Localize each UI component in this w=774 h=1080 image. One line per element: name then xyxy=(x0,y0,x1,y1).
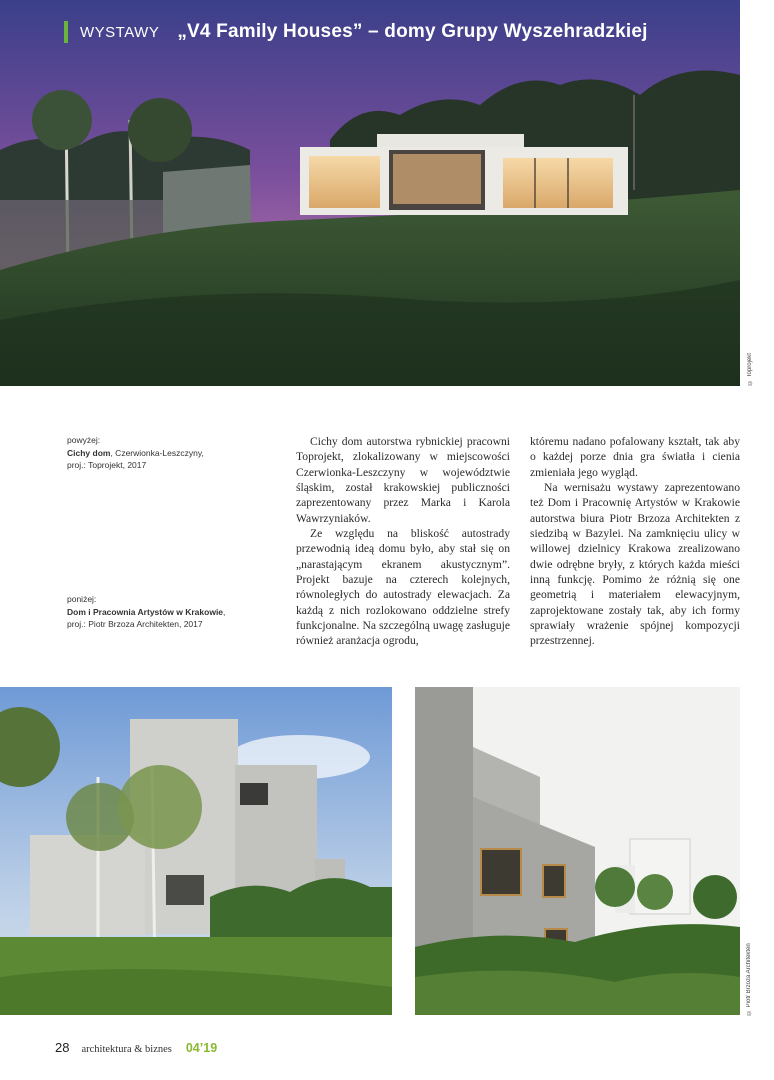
caption-above-credit: proj.: Toprojekt, 2017 xyxy=(67,460,147,470)
hero-photo xyxy=(0,0,740,386)
article-header xyxy=(64,18,648,46)
caption-below-title-suffix: , xyxy=(223,606,226,617)
article-column-2 xyxy=(530,434,740,649)
photo-left-credit: © Piotr Brzoza Architekten xyxy=(395,943,401,1015)
article-paragraph: Cichy dom autorstwa rybnickiej pracowni Toprojekt, zlokalizowany w miejscowości Czerwionka-Leszczyny w województwie śląskim, został krakowskiej publiczności zaprezentowany przez Marka i Karola Wawrzyniaków. xyxy=(296,435,510,525)
photo-left-illustration xyxy=(0,687,392,1015)
article-column-1 xyxy=(296,434,510,649)
article-paragraph: Ze względu na bliskość autostrady przewodnią ideą domu było, aby stał się on „narastającym ekranem akustycznym”. Projekt bazuje na czterech kolejnych, równoległych do autostrady elewacjach. Za każdą z nich rozlokowano oddzielne strefy funkcjonalne. Na szczególną uwagę zasługuje również aranżacja ogrodu, xyxy=(296,527,510,648)
section-label: WYSTAWY xyxy=(80,23,160,41)
hero-photo-credit: © Toprojekt xyxy=(747,353,753,385)
caption-above-title: Cichy dom xyxy=(67,447,111,458)
caption-below-credit: proj.: Piotr Brzoza Architekten, 2017 xyxy=(67,619,203,629)
photo-right xyxy=(415,687,740,1015)
page-number: 28 xyxy=(55,1040,70,1055)
caption-below xyxy=(67,593,247,631)
photo-left xyxy=(0,687,392,1015)
article-paragraph: któremu nadano pofalowany kształt, tak aby o każdej porze dnia gra światła i cienia zmieniała jego wygląd. xyxy=(530,435,740,479)
caption-below-label: poniżej: xyxy=(67,594,97,604)
article-title: „V4 Family Houses” – domy Grupy Wyszehradzkiej xyxy=(177,21,648,42)
caption-below-title: Dom i Pracownia Artystów w Krakowie xyxy=(67,606,224,617)
article-paragraph: Na wernisażu wystawy zaprezentowano też Dom i Pracownię Artystów w Krakowie autorstwa biura Piotr Brzoza Architekten z siedzibą w Bazylei. Na zamknięciu ulicy w willowej dzielnicy Krakowa zrealizowano dwie odrębne bryły, z których każda mieści inną funkcję. Pomimo że różnią się one geometrią i materiałem elewacyjnym, zaprojektowane zostały tak, aby ich formy sprawiały wrażenie spójnej kompozycji przestrzennej. xyxy=(530,481,740,648)
caption-above-label: powyżej: xyxy=(67,435,101,445)
publication-name: architektura & biznes xyxy=(81,1044,172,1055)
page-footer xyxy=(55,1040,217,1058)
issue-number: 04’19 xyxy=(185,1041,218,1055)
photo-right-illustration xyxy=(415,687,740,1015)
caption-above xyxy=(67,434,247,472)
photo-right-credit: © Piotr Brzoza Architekten xyxy=(746,943,752,1015)
section-marker xyxy=(64,21,68,43)
caption-above-location: , Czerwionka-Leszczyny, xyxy=(110,447,204,458)
hero-photo-illustration xyxy=(0,0,740,386)
